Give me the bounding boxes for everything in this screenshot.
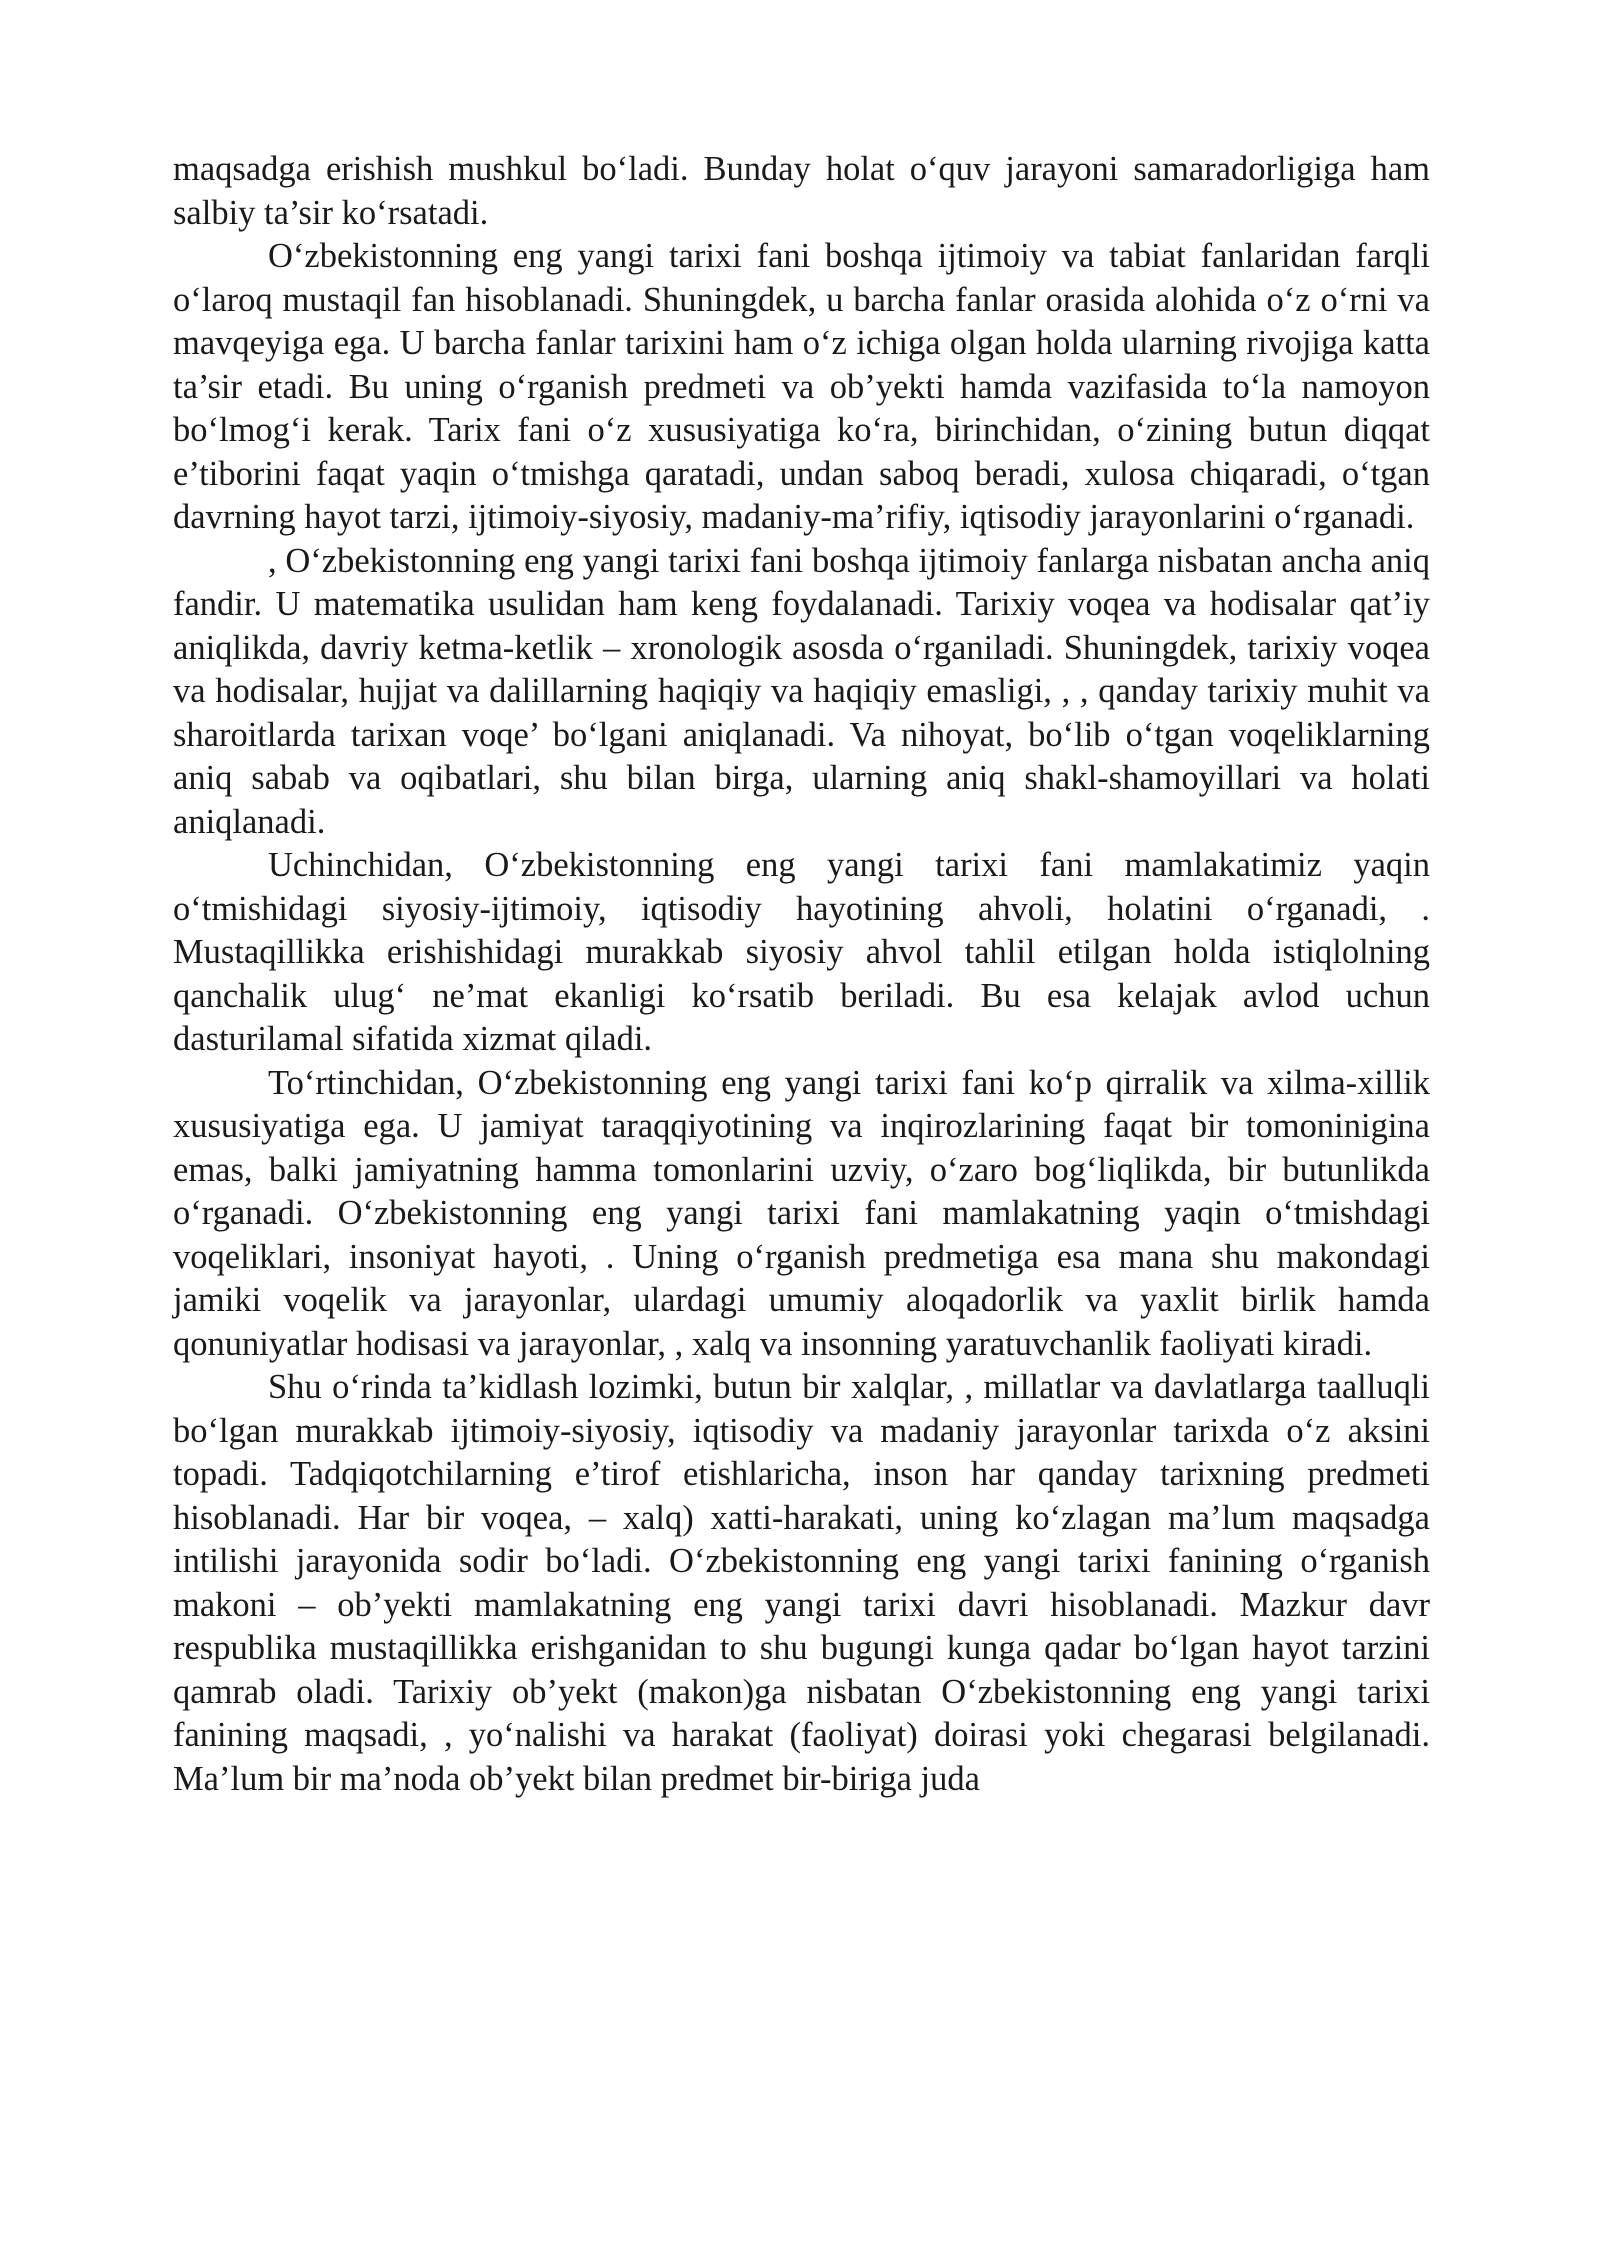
paragraph-thirdly: Uchinchidan, O‘zbekistonning eng yangi tarixi fani mamlakatimiz yaqin o‘tmishidagi siyosiy-ijtimoiy, iqtisodiy hayotining ahvoli, holatini o‘rganadi, . Mustaqillikka erishishidagi murakkab siyosiy ahvol tahlil etilgan holda istiqlolning qanchalik ulug‘ ne’mat ekanligi ko‘rsatib beriladi. Bu esa kelajak avlod uchun dasturilamal sifatida xizmat qiladi. <box>173 846 1430 1058</box>
paragraph-continuation: maqsadga erishish mushkul bo‘ladi. Bunday holat o‘quv jarayoni samaradorligiga ham salbiy ta’sir ko‘rsatadi. <box>173 150 1430 232</box>
document-body <box>173 148 1430 1801</box>
paragraph-precise-science: , O‘zbekistonning eng yangi tarixi fani boshqa ijtimoiy fanlarga nisbatan ancha aniq fandir. U matematika usulidan ham keng foydalanadi. Tarixiy voqea va hodisalar qat’iy aniqlikda, davriy ketma-ketlik – xronologik asosda o‘rganiladi. Shuningdek, tarixiy voqea va hodisalar, hujjat va dalillarning haqiqiy va haqiqiy emasligi, , , qanday tarixiy muhit va sharoitlarda tarixan voqe’ bo‘lgani aniqlanadi. Va nihoyat, bo‘lib o‘tgan voqeliklarning aniq sabab va oqibatlari, shu bilan birga, ularning aniq shakl-shamoyillari va holati aniqlanadi. <box>173 541 1430 841</box>
paragraph-fourthly: To‘rtinchidan, O‘zbekistonning eng yangi tarixi fani ko‘p qirralik va xilma-xillik xususiyatiga ega. U jamiyat taraqqiyotining va inqirozlarining faqat bir tomoninigina emas, balki jamiyatning hamma tomonlarini uzviy, o‘zaro bog‘liqlikda, bir butunlikda o‘rganadi. O‘zbekistonning eng yangi tarixi fani mamlakatning yaqin o‘tmishdagi voqeliklari, insoniyat hayoti, . Uning o‘rganish predmetiga esa mana shu makondagi jamiki voqelik va jarayonlar, ulardagi umumiy aloqadorlik va yaxlit birlik hamda qonuniyatlar hodisasi va jarayonlar, , xalq va insonning yaratuvchanlik faoliyati kiradi. <box>173 1063 1430 1363</box>
paragraph-subject-independence: O‘zbekistonning eng yangi tarixi fani boshqa ijtimoiy va tabiat fanlaridan farqli o‘laroq mustaqil fan hisoblanadi. Shuningdek, u barcha fanlar orasida alohida o‘z o‘rni va mavqeyiga ega. U barcha fanlar tarixini ham o‘z ichiga olgan holda ularning rivojiga katta ta’sir etadi. Bu uning o‘rganish predmeti va ob’yekti hamda vazifasida to‘la namoyon bo‘lmog‘i kerak. Tarix fani o‘z xususiyatiga ko‘ra, birinchidan, o‘zining butun diqqat e’tiborini faqat yaqin o‘tmishga qaratadi, undan saboq beradi, xulosa chiqaradi, o‘tgan davrning hayot tarzi, ijtimoiy-siyosiy, madaniy-ma’rifiy, iqtisodiy jarayonlarini o‘rganadi. <box>173 237 1430 536</box>
paragraph-object-and-subject: Shu o‘rinda ta’kidlash lozimki, butun bir xalqlar, , millatlar va davlatlarga taalluqli bo‘lgan murakkab ijtimoiy-siyosiy, iqtisodiy va madaniy jarayonlar tarixda o‘z aksini topadi. Tadqiqotchilarning e’tirof etishlaricha, inson har qanday tarixning predmeti hisoblanadi. Har bir voqea, – xalq) xatti-harakati, uning ko‘zlagan ma’lum maqsadga intilishi jarayonida sodir bo‘ladi. O‘zbekistonning eng yangi tarixi fanining o‘rganish makoni – ob’yekti mamlakatning eng yangi tarixi davri hisoblanadi. Mazkur davr respublika mustaqillikka erishganidan to shu bugungi kunga qadar bo‘lgan hayot tarzini qamrab oladi. Tarixiy ob’yekt (makon)ga nisbatan O‘zbekistonning eng yangi tarixi fanining maqsadi, , yo‘nalishi va harakat (faoliyat) doirasi yoki chegarasi belgilanadi. Ma’lum bir ma’noda ob’yekt bilan predmet bir-biriga juda <box>173 1368 1430 1798</box>
